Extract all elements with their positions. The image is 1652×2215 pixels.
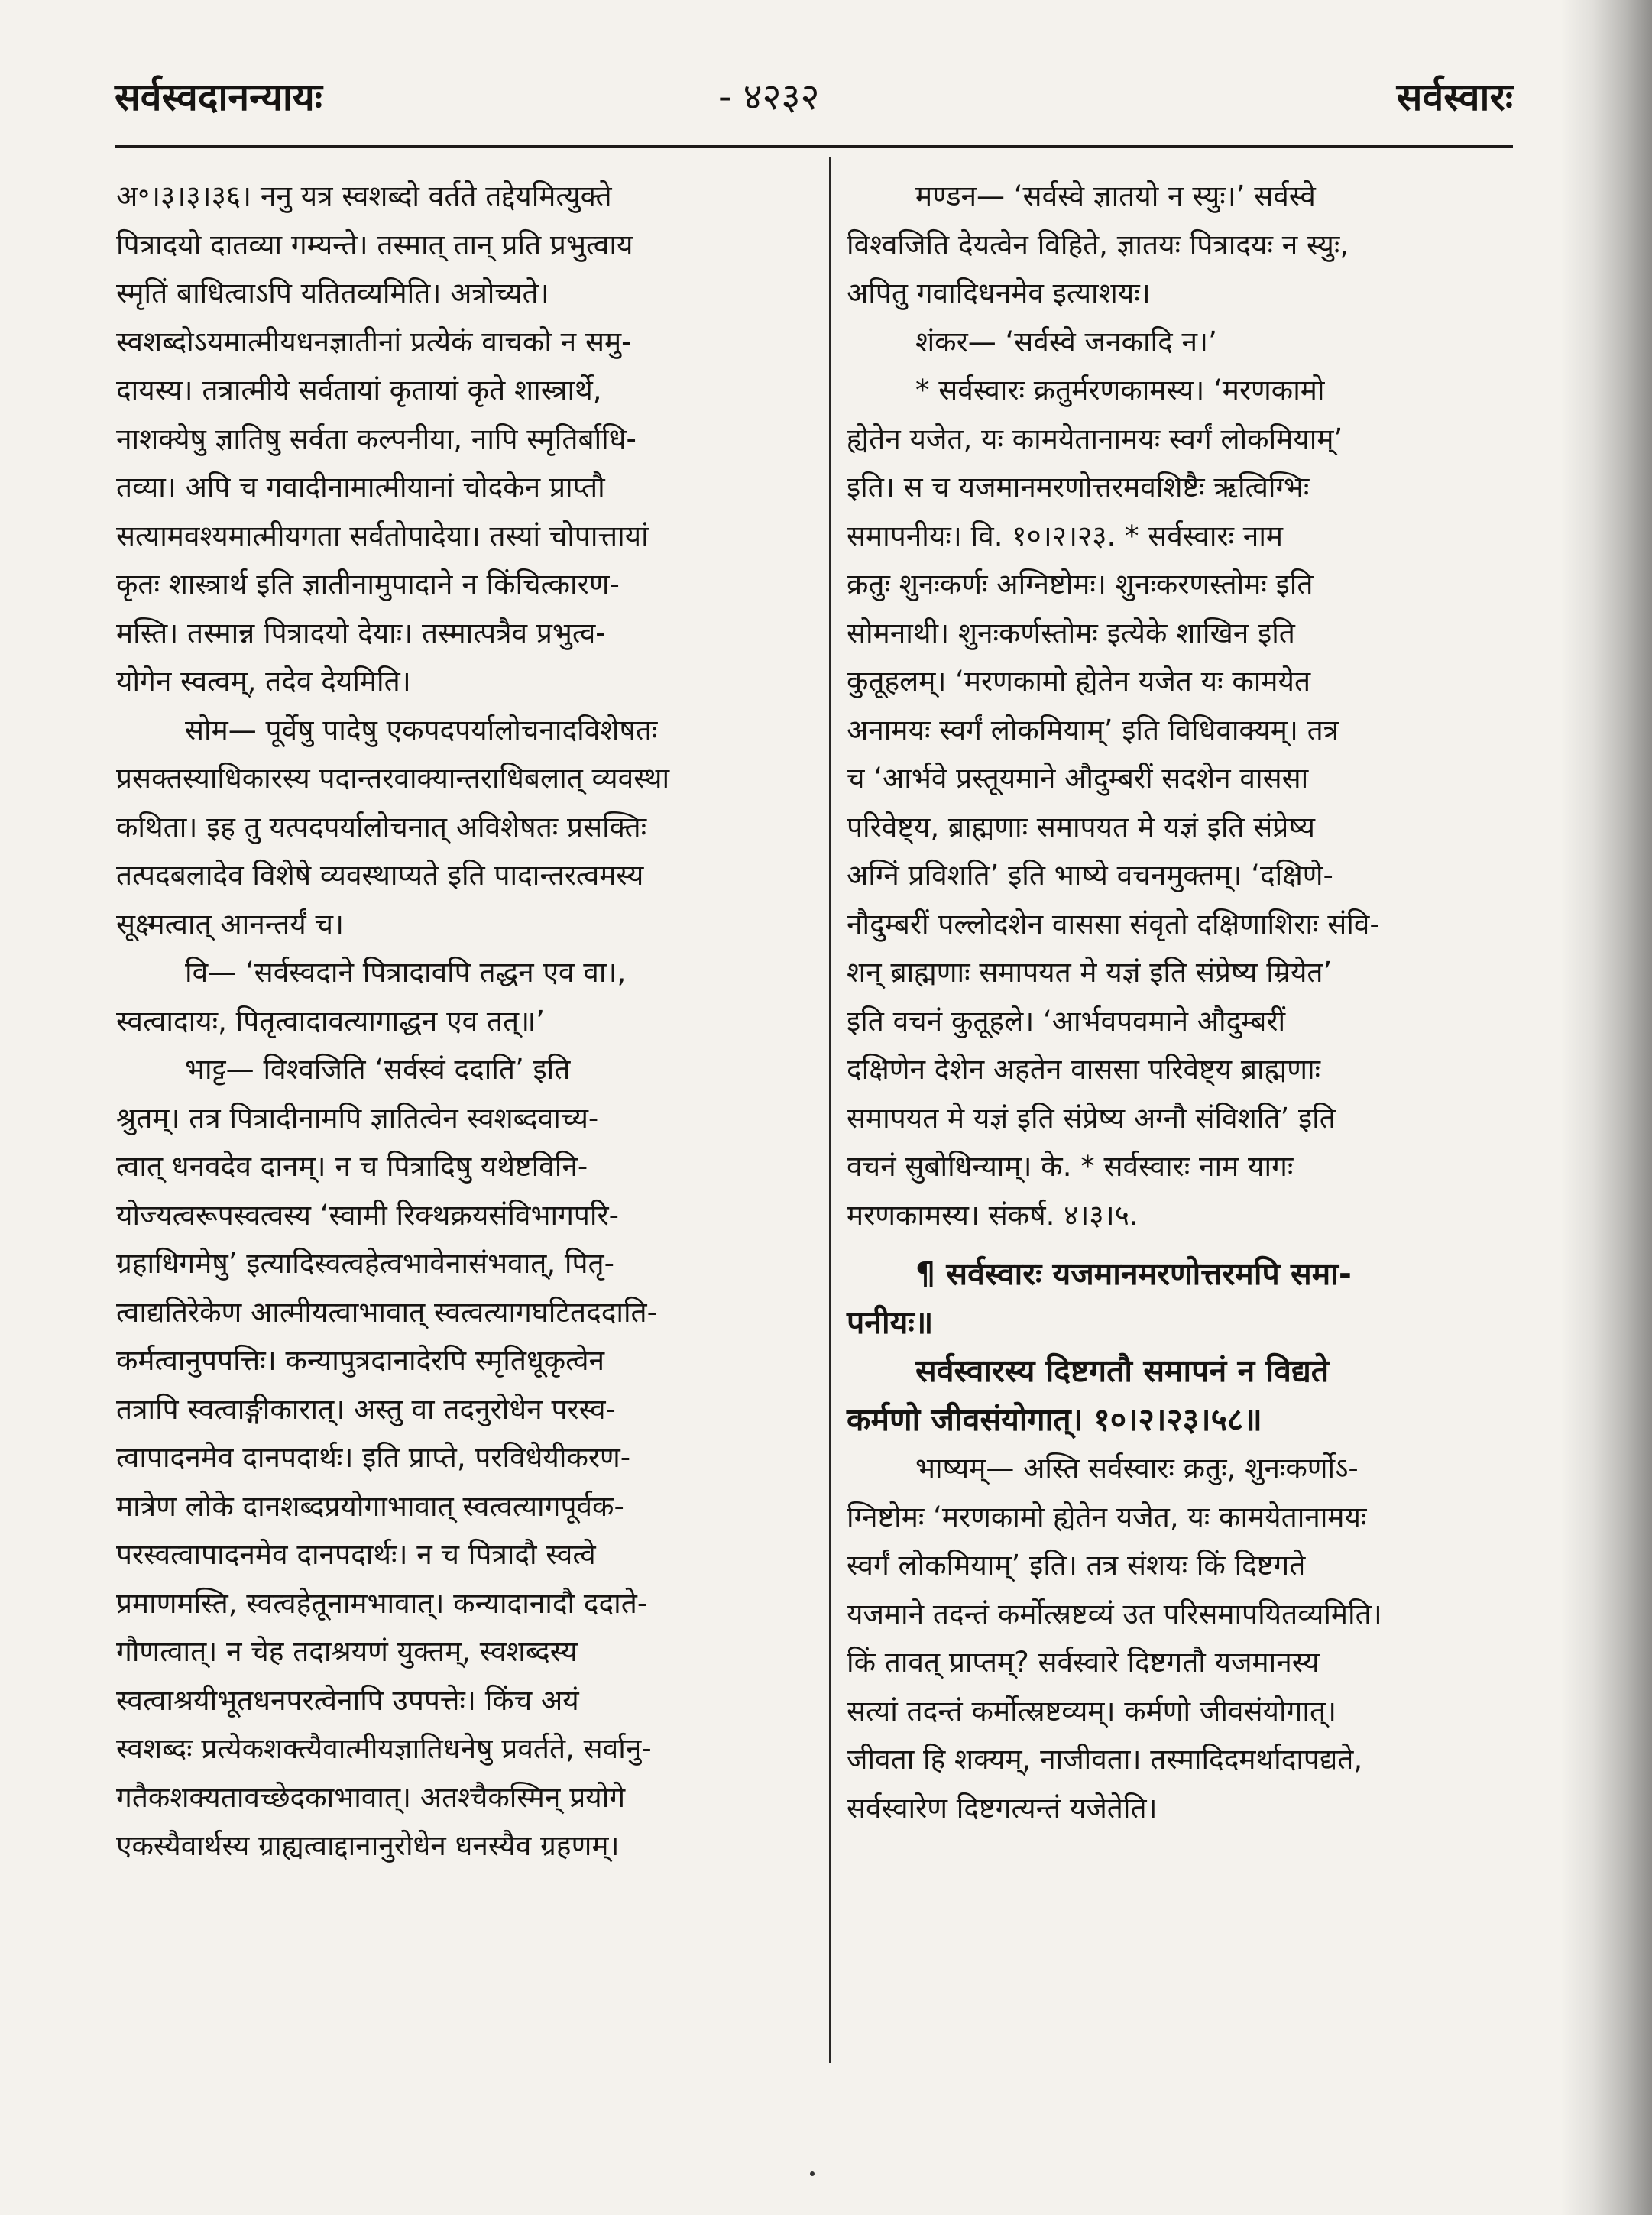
text-line: सोम— पूर्वेषु पादेषु एकपदपर्यालोचनादविशेषतः xyxy=(185,713,658,746)
text-line: स्वत्वादायः, पितृत्वादावत्यागाद्धन एव तत्॥’ xyxy=(116,1004,546,1038)
right-column xyxy=(847,172,1519,1832)
right-paragraph-sarvasvara xyxy=(847,366,1519,1239)
header-right-title: सर्वस्वारः xyxy=(1396,75,1513,119)
running-header xyxy=(115,70,1513,131)
text-line: परिवेष्ट्य, ब्राह्मणाः समापयत मे यज्ञं इति संप्रेष्य xyxy=(847,810,1315,844)
text-line: स्वशब्दोऽयमात्मीयधनज्ञातीनां प्रत्येकं वाचको न समु- xyxy=(116,325,632,358)
column-divider xyxy=(829,157,831,2063)
text-line: कर्मणो जीवसंयोगात्। १०।२।२३।५८॥ xyxy=(847,1401,1262,1438)
text-line: सर्वस्वारस्य दिष्टगतौ समापनं न विद्यते xyxy=(915,1352,1330,1389)
header-rule xyxy=(115,145,1513,148)
text-line: तत्रापि स्वत्वाङ्गीकारात्। अस्तु वा तदनुरोधेन परस्व- xyxy=(116,1392,616,1426)
page-number: - ४२३२ xyxy=(718,76,820,118)
text-line: वि— ‘सर्वस्वदाने पित्रादावपि तद्धन एव वा।, xyxy=(185,956,627,989)
right-paragraph-mandana xyxy=(847,172,1519,318)
text-line: किं तावत् प्राप्तम्? सर्वस्वारे दिष्टगतौ यजमानस्य xyxy=(847,1646,1320,1679)
text-line: नाशक्येषु ज्ञातिषु सर्वता कल्पनीया, नापि स्मृतिर्बाधि- xyxy=(116,422,637,455)
text-line: अनामयः स्वर्गं लोकमियाम्’ इति विधिवाक्यम्। तत्र xyxy=(847,713,1339,746)
text-line: स्वर्गं लोकमियाम्’ इति। तत्र संशयः किं दिष्टगते xyxy=(847,1549,1306,1582)
text-line: इति वचनं कुतूहले। ‘आर्भवपवमाने औदुम्बरीं xyxy=(847,1004,1286,1038)
text-line: मण्डन— ‘सर्वस्वे ज्ञातयो न स्युः।’ सर्वस्वे xyxy=(915,180,1316,212)
text-line: कुतूहलम्। ‘मरणकामो ह्येतेन यजेत यः कामयेत xyxy=(847,665,1311,698)
text-line: तत्पदबलादेव विशेषे व्यवस्थाप्यते इति पादान्तरत्वमस्य xyxy=(116,859,644,892)
footer-mark xyxy=(810,2171,815,2176)
text-line: प्रमाणमस्ति, स्वत्वहेतूनामभावात्। कन्यादानादौ ददाते- xyxy=(116,1586,648,1620)
text-line: अपितु गवादिधनमेव इत्याशयः। xyxy=(847,277,1151,309)
text-line: दक्षिणेन देशेन अहतेन वाससा परिवेष्ट्य ब्राह्मणाः xyxy=(847,1053,1321,1086)
text-line: गौणत्वात्। न चेह तदाश्रयणं युक्तम्, स्वशब्दस्य xyxy=(116,1635,578,1668)
text-line: योज्यत्वरूपस्वत्वस्य ‘स्वामी रिक्थक्रयसंविभागपरि- xyxy=(116,1198,619,1232)
text-line: तव्या। अपि च गवादीनामात्मीयानां चोदकेन प्राप्तौ xyxy=(116,471,605,504)
text-line: सर्वस्वारेण दिष्टगत्यन्तं यजेतेति। xyxy=(847,1791,1158,1825)
text-line: गतैकशक्यतावच्छेदकाभावात्। अतश्चैकस्मिन् प्रयोगे xyxy=(116,1780,626,1814)
right-paragraph-shankara xyxy=(847,318,1519,367)
text-line: अ॰।३।३।३६। ननु यत्र स्वशब्दो वर्तते तद्देयमित्युक्ते xyxy=(116,180,612,212)
text-line: भाट्ट— विश्वजिति ‘सर्वस्वं ददाति’ इति xyxy=(185,1053,571,1086)
left-column xyxy=(116,172,808,1870)
text-line: भाष्यम्— अस्ति सर्वस्वारः क्रतुः, शुनःकर्णोऽ- xyxy=(915,1452,1359,1485)
text-line: ग्रहाधिगमेषु’ इत्यादिस्वत्वहेत्वभावेनासंभवात्, पितृ- xyxy=(116,1247,614,1280)
scan-edge-shadow xyxy=(1560,0,1652,2215)
text-line: च ‘आर्भवे प्रस्तूयमाने औदुम्बरीं सदशेन वाससा xyxy=(847,762,1309,795)
text-line: कर्मत्वानुपपत्तिः। कन्यापुत्रदानादेरपि स्मृतिधूकृत्वेन xyxy=(116,1344,605,1377)
left-paragraph-soma xyxy=(116,706,808,949)
text-line: यजमाने तदन्तं कर्मोत्स्रष्टव्यं उत परिसमापयितव्यमिति। xyxy=(847,1597,1382,1630)
text-line: पनीयः॥ xyxy=(847,1303,934,1341)
left-paragraph-1 xyxy=(116,172,808,706)
text-line: ह्येतेन यजेत, यः कामयेतानामयः स्वर्गं लोकमियाम्’ xyxy=(847,422,1343,455)
text-line: कृतः शास्त्रार्थ इति ज्ञातीनामुपादाने न किंचित्कारण- xyxy=(116,568,620,601)
text-line: त्वापादनमेव दानपदार्थः। इति प्राप्ते, परविधेयीकरण- xyxy=(116,1441,631,1474)
text-line: दायस्य। तत्रात्मीये सर्वतायां कृतायां कृते शास्त्रार्थे, xyxy=(116,374,602,406)
text-line: त्वात् धनवदेव दानम्। न च पित्रादिषु यथेष्टविनि- xyxy=(116,1150,588,1183)
text-line: वचनं सुबोधिन्याम्। के. * सर्वस्वारः नाम यागः xyxy=(847,1150,1294,1183)
header-left-title: सर्वस्वदानन्यायः xyxy=(115,75,322,119)
text-line: स्वशब्दः प्रत्येकशक्त्यैवात्मीयज्ञातिधनेषु प्रवर्तते, सर्वानु- xyxy=(116,1732,652,1765)
text-line: स्वत्वाश्रयीभूतधनपरत्वेनापि उपपत्तेः। किंच अयं xyxy=(116,1683,579,1717)
text-line: सूक्ष्मत्वात् आनन्तर्यं च। xyxy=(116,907,344,941)
text-line: मस्ति। तस्मान्न पित्रादयो देयाः। तस्मात्पत्रैव प्रभुत्व- xyxy=(116,616,606,649)
text-line: त्वाद्यतिरेकेण आत्मीयत्वाभावात् स्वत्वत्यागघटितददाति- xyxy=(116,1295,657,1329)
text-line: * सर्वस्वारः क्रतुर्मरणकामस्य। ‘मरणकामो xyxy=(915,374,1325,406)
text-line: नौदुम्बरीं पल्लोदशेन वाससा संवृतो दक्षिणाशिराः संवि- xyxy=(847,907,1380,941)
text-line: सत्यामवश्यमात्मीयगता सर्वतोपादेया। तस्यां चोपात्तायां xyxy=(116,519,649,552)
text-line: पित्रादयो दातव्या गम्यन्ते। तस्मात् तान् प्रति प्रभुत्वाय xyxy=(116,228,633,261)
left-paragraph-vi xyxy=(116,948,808,1045)
left-paragraph-bhatta xyxy=(116,1045,808,1870)
text-line: योगेन स्वत्वम्, तदेव देयमिति। xyxy=(116,665,411,698)
section-gap xyxy=(847,1239,1519,1250)
text-line: शन् ब्राह्मणाः समापयत मे यज्ञं इति संप्रेष्य म्रियेत’ xyxy=(847,956,1333,989)
text-line: सत्यां तदन्तं कर्मोत्स्रष्टव्यम्। कर्मणो जीवसंयोगात्। xyxy=(847,1694,1337,1728)
text-line: मरणकामस्य। संकर्ष. ४।३।५. xyxy=(847,1198,1139,1232)
text-line: शंकर— ‘सर्वस्वे जनकादि न।’ xyxy=(915,325,1217,358)
text-line: एकस्यैवार्थस्य ग्राह्यत्वाद्दानानुरोधेन धनस्यैव ग्रहणम्। xyxy=(116,1829,620,1862)
text-line: सोमनाथी। शुनःकर्णस्तोमः इत्येके शाखिन इति xyxy=(847,616,1295,649)
text-line: समापयत मे यज्ञं इति संप्रेष्य अग्नौ संविशति’ इति xyxy=(847,1101,1336,1135)
text-line: स्मृतिं बाधित्वाऽपि यतितव्यमिति। अत्रोच्यते। xyxy=(116,277,549,309)
right-adhikarana-heading xyxy=(847,1250,1519,1347)
text-line: जीवता हि शक्यम्, नाजीवता। तस्मादिदमर्थादापद्यते, xyxy=(847,1743,1363,1776)
text-line: कथिता। इह तु यत्पदपर्यालोचनात् अविशेषतः प्रसक्तिः xyxy=(116,810,647,844)
right-paragraph-bhashya xyxy=(847,1444,1519,1832)
text-line: इति। स च यजमानमरणोत्तरमवशिष्टैः ऋत्विग्भिः xyxy=(847,471,1310,504)
text-line: समापनीयः। वि. १०।२।२३. * सर्वस्वारः नाम xyxy=(847,519,1284,552)
text-line: श्रुतम्। तत्र पित्रादीनामपि ज्ञातित्वेन स्वशब्दवाच्य- xyxy=(116,1101,599,1135)
right-sutra xyxy=(847,1347,1519,1444)
text-line: विश्वजिति देयत्वेन विहिते, ज्ञातयः पित्रादयः न स्युः, xyxy=(847,228,1349,261)
text-line: ग्निष्टोमः ‘मरणकामो ह्येतेन यजेत, यः कामयेतानामयः xyxy=(847,1500,1367,1533)
text-line: अग्निं प्रविशति’ इति भाष्ये वचनमुक्तम्। ‘दक्षिणे- xyxy=(847,859,1333,892)
text-line: क्रतुः शुनःकर्णः अग्निष्टोमः। शुनःकरणस्तोमः इति xyxy=(847,568,1314,601)
text-line: मात्रेण लोके दानशब्दप्रयोगाभावात् स्वत्वत्यागपूर्वक- xyxy=(116,1489,624,1523)
text-line: प्रसक्तस्याधिकारस्य पदान्तरवाक्यान्तराधिबलात् व्यवस्था xyxy=(116,762,670,795)
text-line: परस्वत्वापादनमेव दानपदार्थः। न च पित्रादौ स्वत्वे xyxy=(116,1538,596,1571)
text-line: ¶ सर्वस्वारः यजमानमरणोत्तरमपि समा- xyxy=(915,1255,1352,1292)
